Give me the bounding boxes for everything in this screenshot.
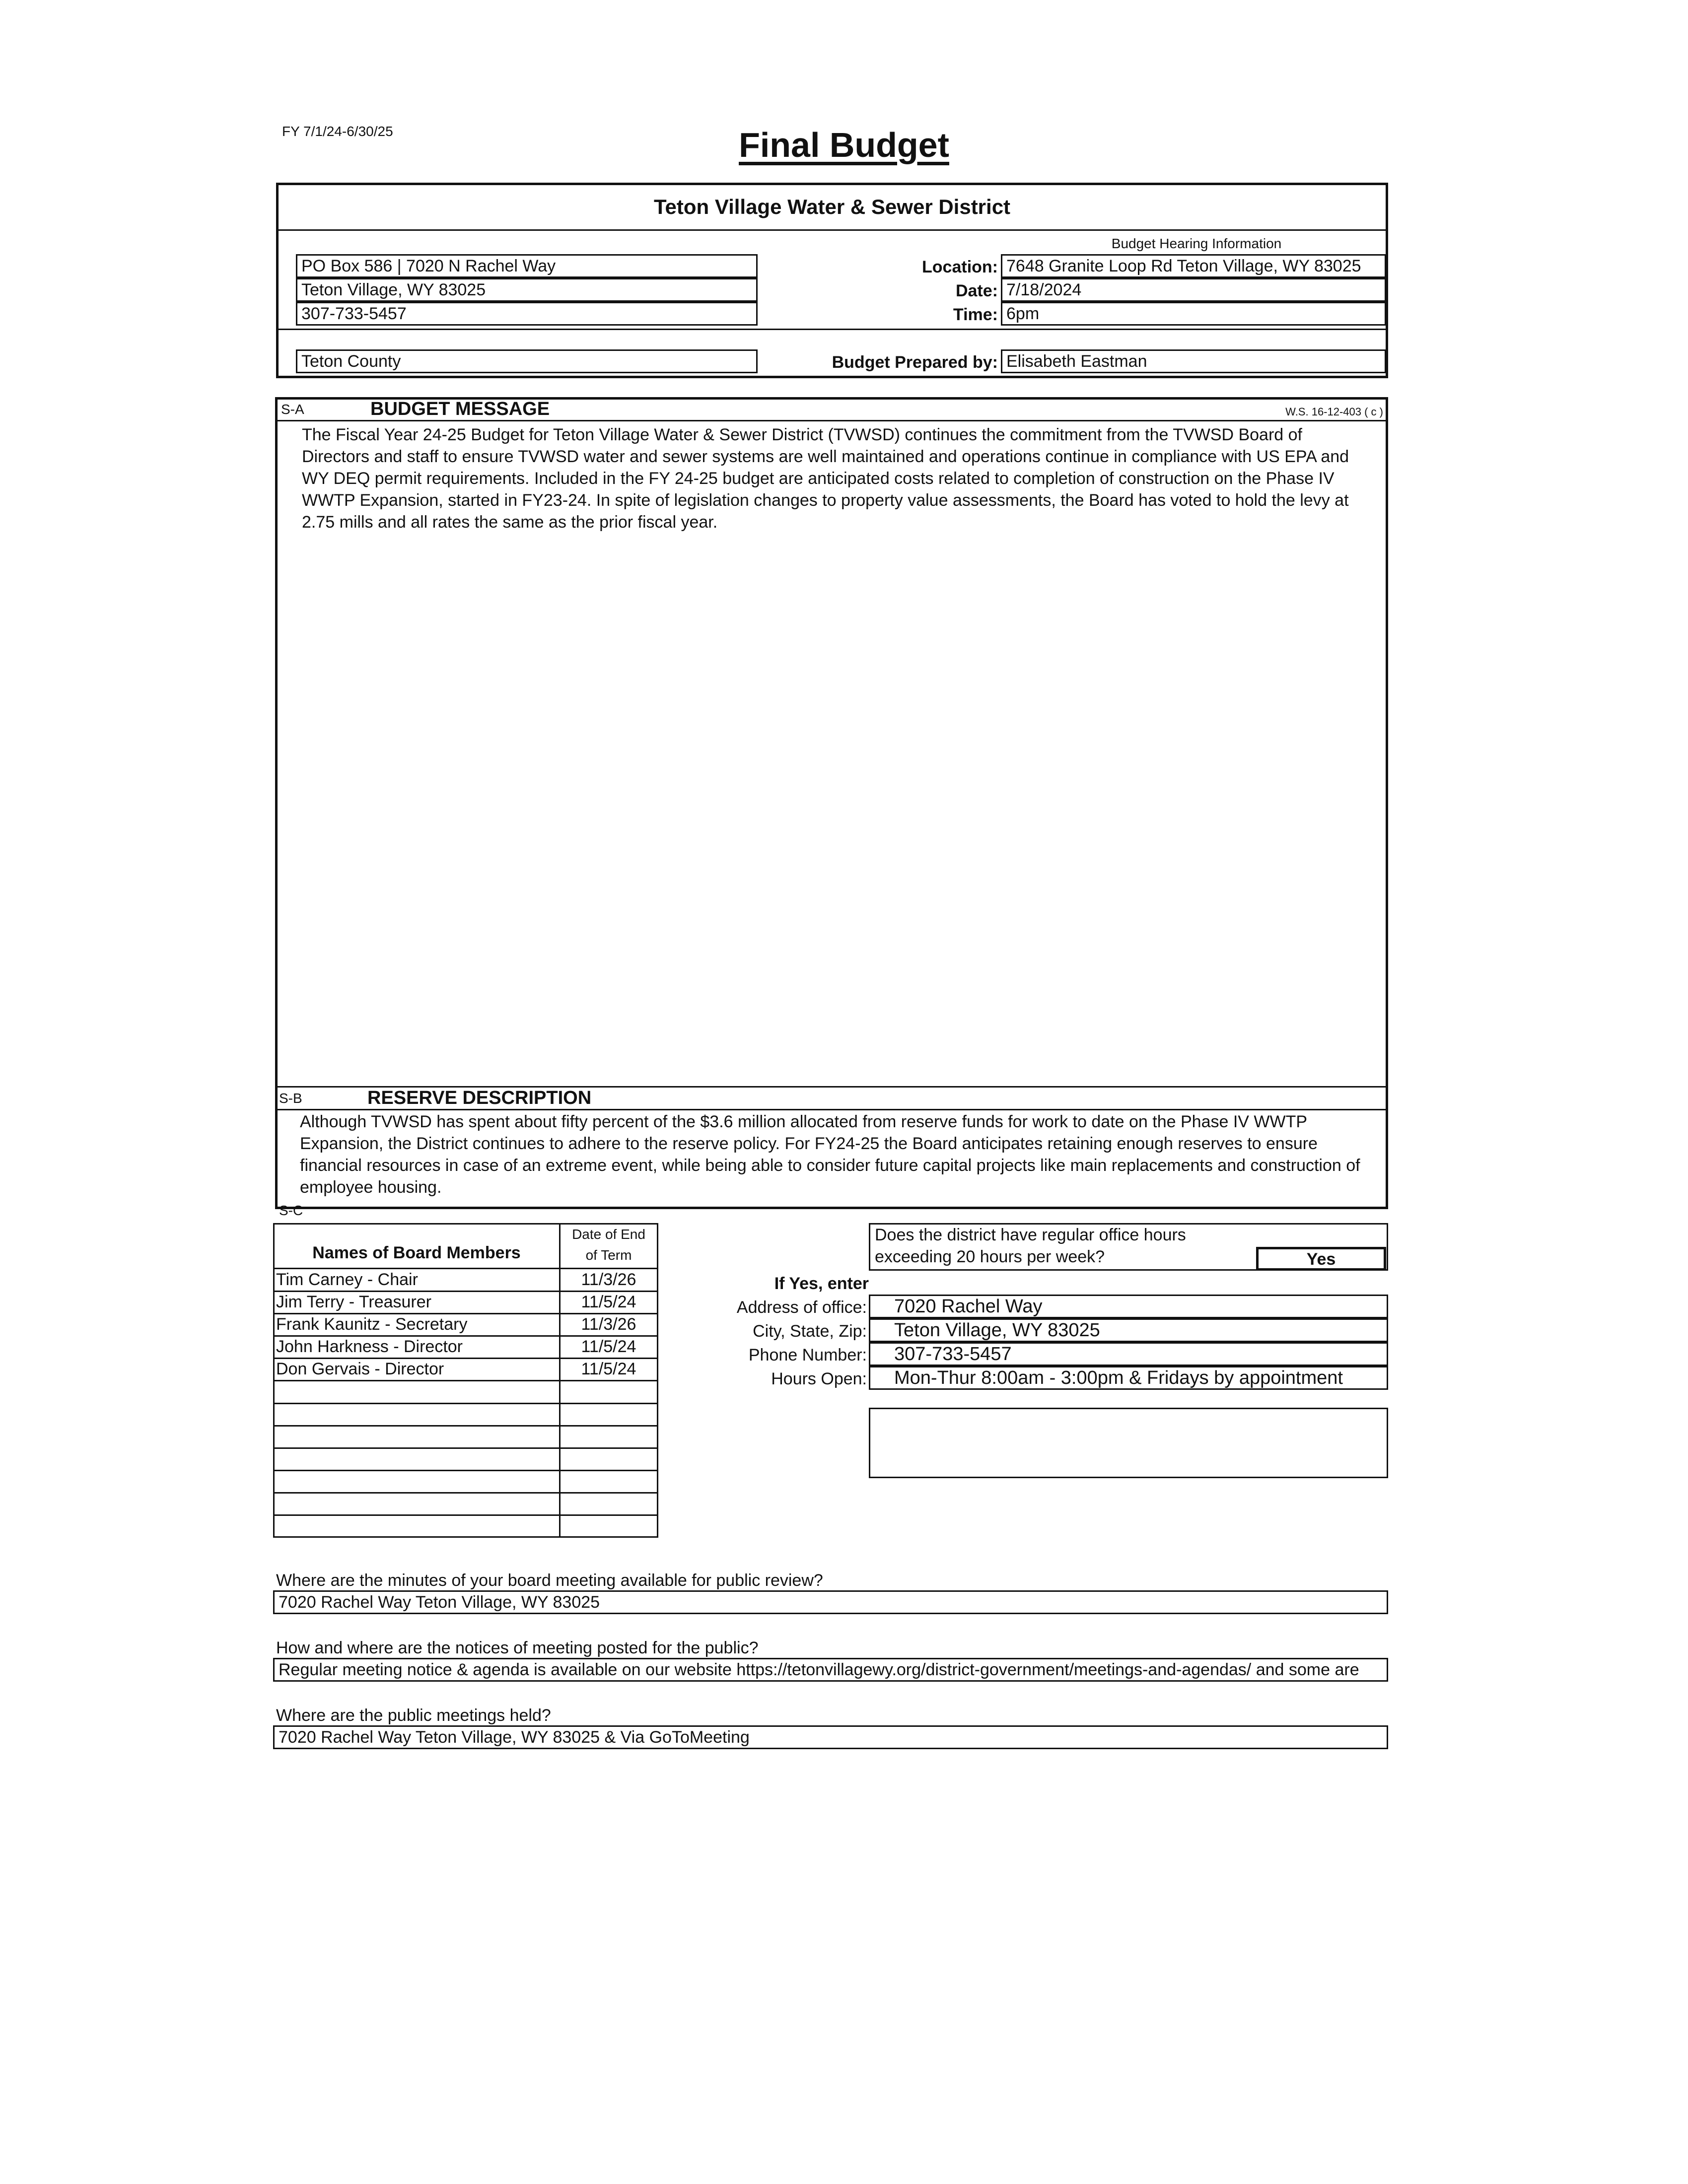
table-row <box>273 1404 658 1426</box>
board-member-name: Don Gervais - Director <box>276 1360 444 1378</box>
section-code-sc: S-C <box>279 1203 303 1218</box>
budget-message-title: BUDGET MESSAGE <box>370 399 550 419</box>
section-code-sb: S-B <box>279 1091 302 1106</box>
table-row <box>273 1426 658 1448</box>
board-member-term-end: 11/3/26 <box>581 1315 636 1334</box>
table-row <box>273 1359 658 1381</box>
board-member-term-end: 11/5/24 <box>581 1360 636 1378</box>
district-address-line1: PO Box 586 | 7020 N Rachel Way <box>296 254 758 278</box>
office-phone-value: 307-733-5457 <box>869 1342 1388 1366</box>
board-member-term-end: 11/5/24 <box>581 1337 636 1356</box>
district-county: Teton County <box>296 349 758 373</box>
board-date-header-line1: Date of End <box>572 1227 645 1242</box>
table-row <box>273 1493 658 1515</box>
district-address-line2: Teton Village, WY 83025 <box>296 278 758 302</box>
reserve-description-text: Although TVWSD has spent about fifty percent of the $3.6 million allocated from reserve funds for work to date on the Phase IV WWTP Expansion, the District continues to adhere to the reserve policy. For FY24-25 the Board anticipates retaining enough reserves to ensure financial resources in case of an extreme event, while being able to consider future capital projects like main replacements and construction of employee housing. <box>300 1112 1360 1197</box>
board-member-term-end: 11/5/24 <box>581 1293 636 1311</box>
hearing-heading: Budget Hearing Information <box>1111 236 1282 251</box>
time-label: Time: <box>953 305 998 324</box>
office-address-value: 7020 Rachel Way <box>869 1295 1388 1318</box>
office-address-label: Address of office: <box>736 1298 867 1317</box>
section-code-sa: S-A <box>281 402 304 417</box>
page-title: Final Budget <box>739 126 949 164</box>
prepared-by-label: Budget Prepared by: <box>832 353 998 372</box>
date-label: Date: <box>955 281 998 300</box>
meetings-held-question: Where are the public meetings held? <box>276 1706 551 1725</box>
fiscal-year-label: FY 7/1/24-6/30/25 <box>282 124 393 139</box>
minutes-question: Where are the minutes of your board meeting available for public review? <box>276 1571 823 1590</box>
table-row <box>273 1515 658 1538</box>
notices-answer: Regular meeting notice & agenda is available on our website https://tetonvillagewy.org/district-government/meetings-and-agendas/ and some are <box>273 1658 1388 1682</box>
table-row <box>273 1471 658 1493</box>
if-yes-label: If Yes, enter <box>774 1274 869 1293</box>
reserve-description-title: RESERVE DESCRIPTION <box>367 1088 592 1108</box>
statute-reference: W.S. 16-12-403 ( c ) <box>1285 406 1383 418</box>
board-member-name: Tim Carney - Chair <box>276 1270 418 1289</box>
location-label: Location: <box>922 258 998 276</box>
board-member-name: Jim Terry - Treasurer <box>276 1293 431 1311</box>
board-date-header-line2: of Term <box>585 1247 632 1263</box>
office-hours-question-line1: Does the district have regular office hours <box>875 1226 1186 1244</box>
location-value: 7648 Granite Loop Rd Teton Village, WY 83025 <box>1001 254 1386 278</box>
date-value: 7/18/2024 <box>1001 278 1386 302</box>
board-member-name: Frank Kaunitz - Secretary <box>276 1315 468 1334</box>
board-names-header: Names of Board Members <box>312 1243 521 1262</box>
prepared-by-value: Elisabeth Eastman <box>1001 349 1386 373</box>
district-phone: 307-733-5457 <box>296 302 758 326</box>
notices-question: How and where are the notices of meeting posted for the public? <box>276 1638 759 1657</box>
office-phone-label: Phone Number: <box>748 1346 867 1365</box>
minutes-answer: 7020 Rachel Way Teton Village, WY 83025 <box>273 1590 1388 1614</box>
table-row <box>273 1448 658 1471</box>
table-row <box>273 1269 658 1292</box>
board-member-name: John Harkness - Director <box>276 1337 463 1356</box>
time-value: 6pm <box>1001 302 1386 326</box>
table-row <box>273 1336 658 1359</box>
office-city-label: City, State, Zip: <box>753 1322 867 1341</box>
office-hours-answer: Yes <box>1256 1247 1386 1271</box>
budget-message-text: The Fiscal Year 24-25 Budget for Teton Village Water & Sewer District (TVWSD) continues the commitment from the TVWSD Board of Directors and staff to ensure TVWSD water and sewer systems are well maintained and operations continue in compliance with US EPA and WY DEQ permit requirements. Included in the FY 24-25 budget are anticipated costs related to completion of construction on the Phase IV WWTP Expansion, started in FY23-24. In spite of legislation changes to property value assessments, the Board has voted to hold the levy at 2.75 mills and all rates the same as the prior fiscal year. <box>302 425 1349 532</box>
office-hours-label: Hours Open: <box>771 1369 867 1388</box>
office-notes-box <box>869 1408 1388 1478</box>
office-hours-question-line2: exceeding 20 hours per week? <box>875 1247 1105 1266</box>
district-name: Teton Village Water & Sewer District <box>653 195 1011 218</box>
office-hours-value: Mon-Thur 8:00am - 3:00pm & Fridays by appointment <box>869 1366 1388 1390</box>
table-row <box>273 1381 658 1404</box>
meetings-held-answer: 7020 Rachel Way Teton Village, WY 83025 & Via GoToMeeting <box>273 1725 1388 1749</box>
board-member-term-end: 11/3/26 <box>581 1270 636 1289</box>
table-row <box>273 1314 658 1336</box>
office-city-value: Teton Village, WY 83025 <box>869 1318 1388 1342</box>
table-row <box>273 1292 658 1314</box>
